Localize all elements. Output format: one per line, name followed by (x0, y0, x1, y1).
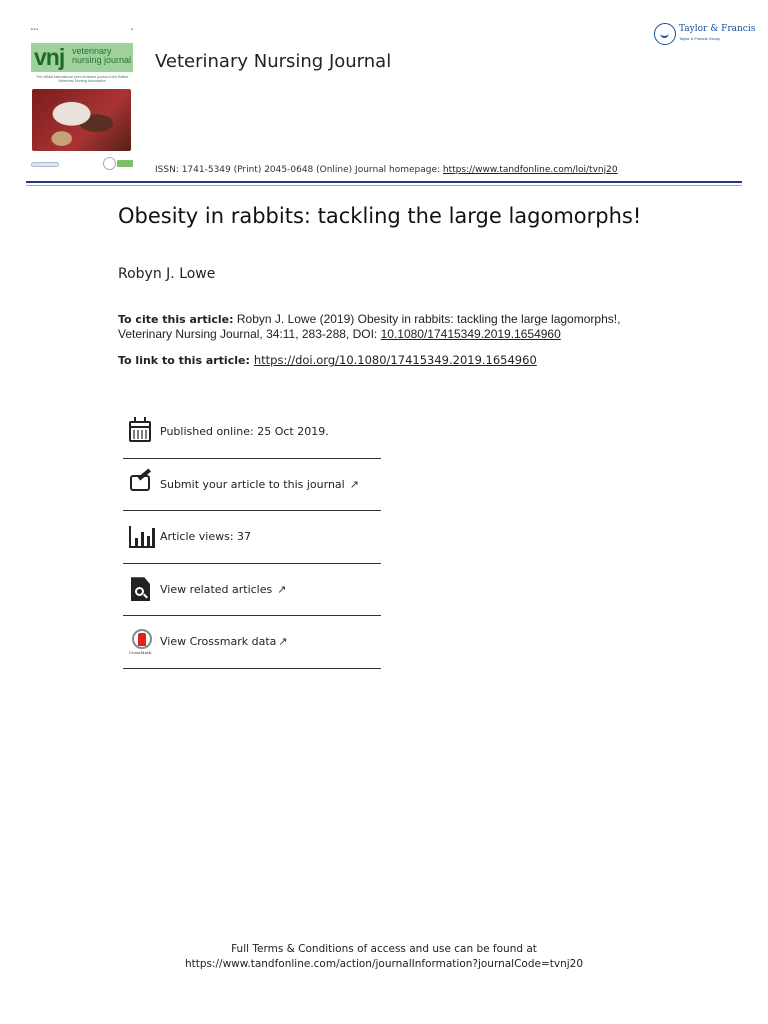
related-articles-item[interactable] (123, 564, 381, 617)
cover-photo-rabbits (32, 89, 131, 151)
taylor-francis-icon (654, 23, 676, 45)
crossmark-link[interactable]: View Crossmark data (160, 635, 277, 649)
cover-logo-subtitle: veterinary nursing journal (72, 46, 132, 65)
calendar-icon (127, 417, 157, 447)
published-online-text: Published online: 25 Oct 2019. (160, 425, 329, 439)
cite-text: Robyn J. Lowe (2019) Obesity in rabbits: tackling the large lagomorphs!, Veterinary Nursing Journal, 34:11, 283-288, DOI: (118, 312, 621, 341)
terms-url[interactable]: https://www.tandfonline.com/action/journalInformation?journalCode=tvnj20 (184, 958, 584, 970)
cover-footer-logos (31, 157, 133, 171)
terms-text: Full Terms & Conditions of access and use can be found at (231, 943, 537, 955)
bvna-logo (117, 160, 133, 167)
article-views-item (123, 511, 381, 564)
article-views-text: Article views: 37 (160, 530, 252, 544)
edit-icon (127, 469, 157, 499)
document-search-icon (127, 574, 157, 604)
doi-link[interactable]: 10.1080/17415349.2019.1654960 (380, 327, 561, 341)
cover-tagline: The official international peer-reviewed journal of the British Veterinary Nursing Association (36, 75, 128, 83)
journal-homepage-link[interactable]: https://www.tandfonline.com/loi/tvnj20 (442, 165, 618, 175)
cover-logo: vnj (34, 44, 65, 70)
crossmark-icon: CrossMark (127, 627, 157, 657)
bar-chart-icon (127, 522, 157, 552)
publisher-name: Taylor & Francis (679, 24, 756, 34)
submit-article-link[interactable]: Submit your article to this journal (160, 477, 345, 491)
submit-article-item[interactable] (123, 459, 381, 512)
external-link-icon: ↗ (278, 636, 288, 649)
header-divider-thin (26, 185, 742, 186)
article-title: Obesity in rabbits: tackling the large lagomorphs! (118, 204, 642, 228)
journal-title: Veterinary Nursing Journal (155, 51, 392, 72)
cite-label: To cite this article: (118, 313, 234, 326)
article-info-list (123, 406, 381, 669)
header-divider (26, 181, 742, 183)
publisher-mini-logo (31, 162, 59, 167)
cover-top-text: ■ ■ ■ ■ (31, 27, 133, 31)
link-label: To link to this article: (118, 354, 250, 367)
journal-cover-image[interactable] (29, 27, 135, 174)
issn-line: ISSN: 1741-5349 (Print) 2045-0648 (Online) Journal homepage: https://www.tandfonline.com/loi/tvnj20 (155, 165, 618, 175)
related-articles-link[interactable]: View related articles (160, 582, 273, 596)
article-doi-url[interactable]: https://doi.org/10.1080/17415349.2019.1654960 (253, 353, 537, 367)
terms-footer (0, 942, 768, 972)
article-author: Robyn J. Lowe (118, 266, 216, 282)
external-link-icon: ↗ (277, 583, 287, 596)
taylor-francis-logo[interactable] (654, 22, 756, 46)
association-seal-icon (103, 157, 116, 170)
publisher-group: Taylor & Francis Group (679, 36, 720, 41)
external-link-icon: ↗ (349, 478, 359, 491)
article-link-line (118, 353, 537, 367)
cover-logo-band (31, 43, 133, 72)
crossmark-item[interactable] (123, 616, 381, 669)
citation-block (118, 312, 638, 342)
page-header (0, 0, 768, 186)
published-online-item (123, 406, 381, 459)
